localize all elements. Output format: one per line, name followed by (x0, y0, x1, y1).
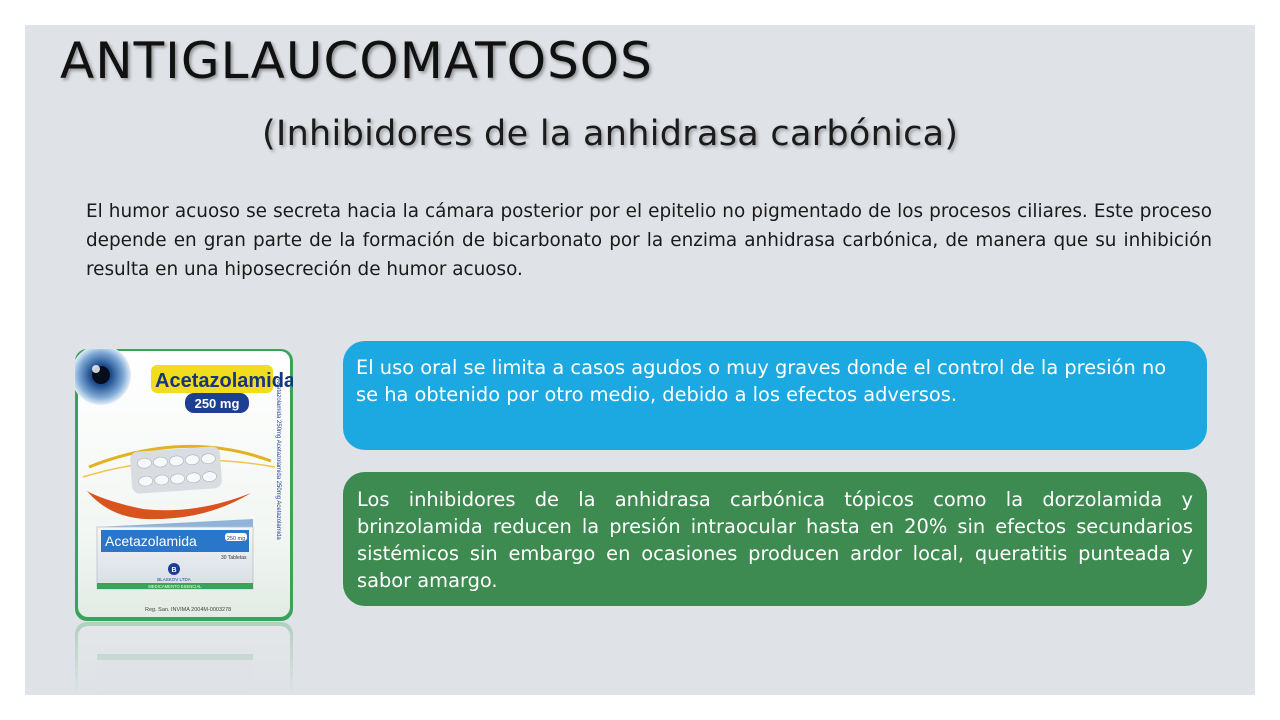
box-brand: Acetazolamida (105, 533, 197, 549)
box-lab: BLASKOV LTDA (157, 577, 191, 582)
registry-text: Reg. San. INVIMA 2004M-0003278 (145, 607, 232, 613)
brand-name: Acetazolamida (155, 370, 293, 392)
svg-text:B: B (171, 567, 177, 574)
product-image-acetazolamida (75, 349, 293, 621)
info-box-topical-inhibitors: Los inhibidores de la anhidrasa carbónica tópicos como la dorzolamida y brinzolamida reducen la presión intraocular hasta en 20% sin efectos secundarios sistémicos sin embargo en ocasiones producen ardor local, queratitis punteada y sabor amargo. (343, 472, 1207, 606)
product-reflection (75, 622, 293, 695)
blister-pack (130, 446, 223, 494)
info-box-oral-use: El uso oral se limita a casos agudos o muy graves donde el control de la presión no se ha obtenido por otro medio, debido a los efectos adversos. (343, 341, 1207, 450)
product-illustration (75, 349, 293, 621)
slide-title: ANTIGLAUCOMATOSOS (60, 32, 653, 90)
medicine-box (97, 519, 253, 589)
slide-subtitle: (Inhibidores de la anhidrasa carbónica) (262, 114, 959, 154)
box-dose: 250 mg (226, 536, 246, 542)
box-band: MEDICAMENTO ESENCIAL (148, 584, 202, 589)
box-count: 30 Tabletas (221, 555, 247, 561)
intro-paragraph: El humor acuoso se secreta hacia la cámara posterior por el epitelio no pigmentado de los procesos ciliares. Este proceso depende en gran parte de la formación de bicarbonato por la enzima anhidrasa carbónica, de manera que su inhibición resulta en una hiposecreción de humor acuoso. (86, 201, 1212, 280)
dose-text: 250 mg (194, 396, 240, 411)
package-side-text: Acetazolamida 250mg Acetazolamida 250mg Acetazolamida (275, 379, 281, 540)
